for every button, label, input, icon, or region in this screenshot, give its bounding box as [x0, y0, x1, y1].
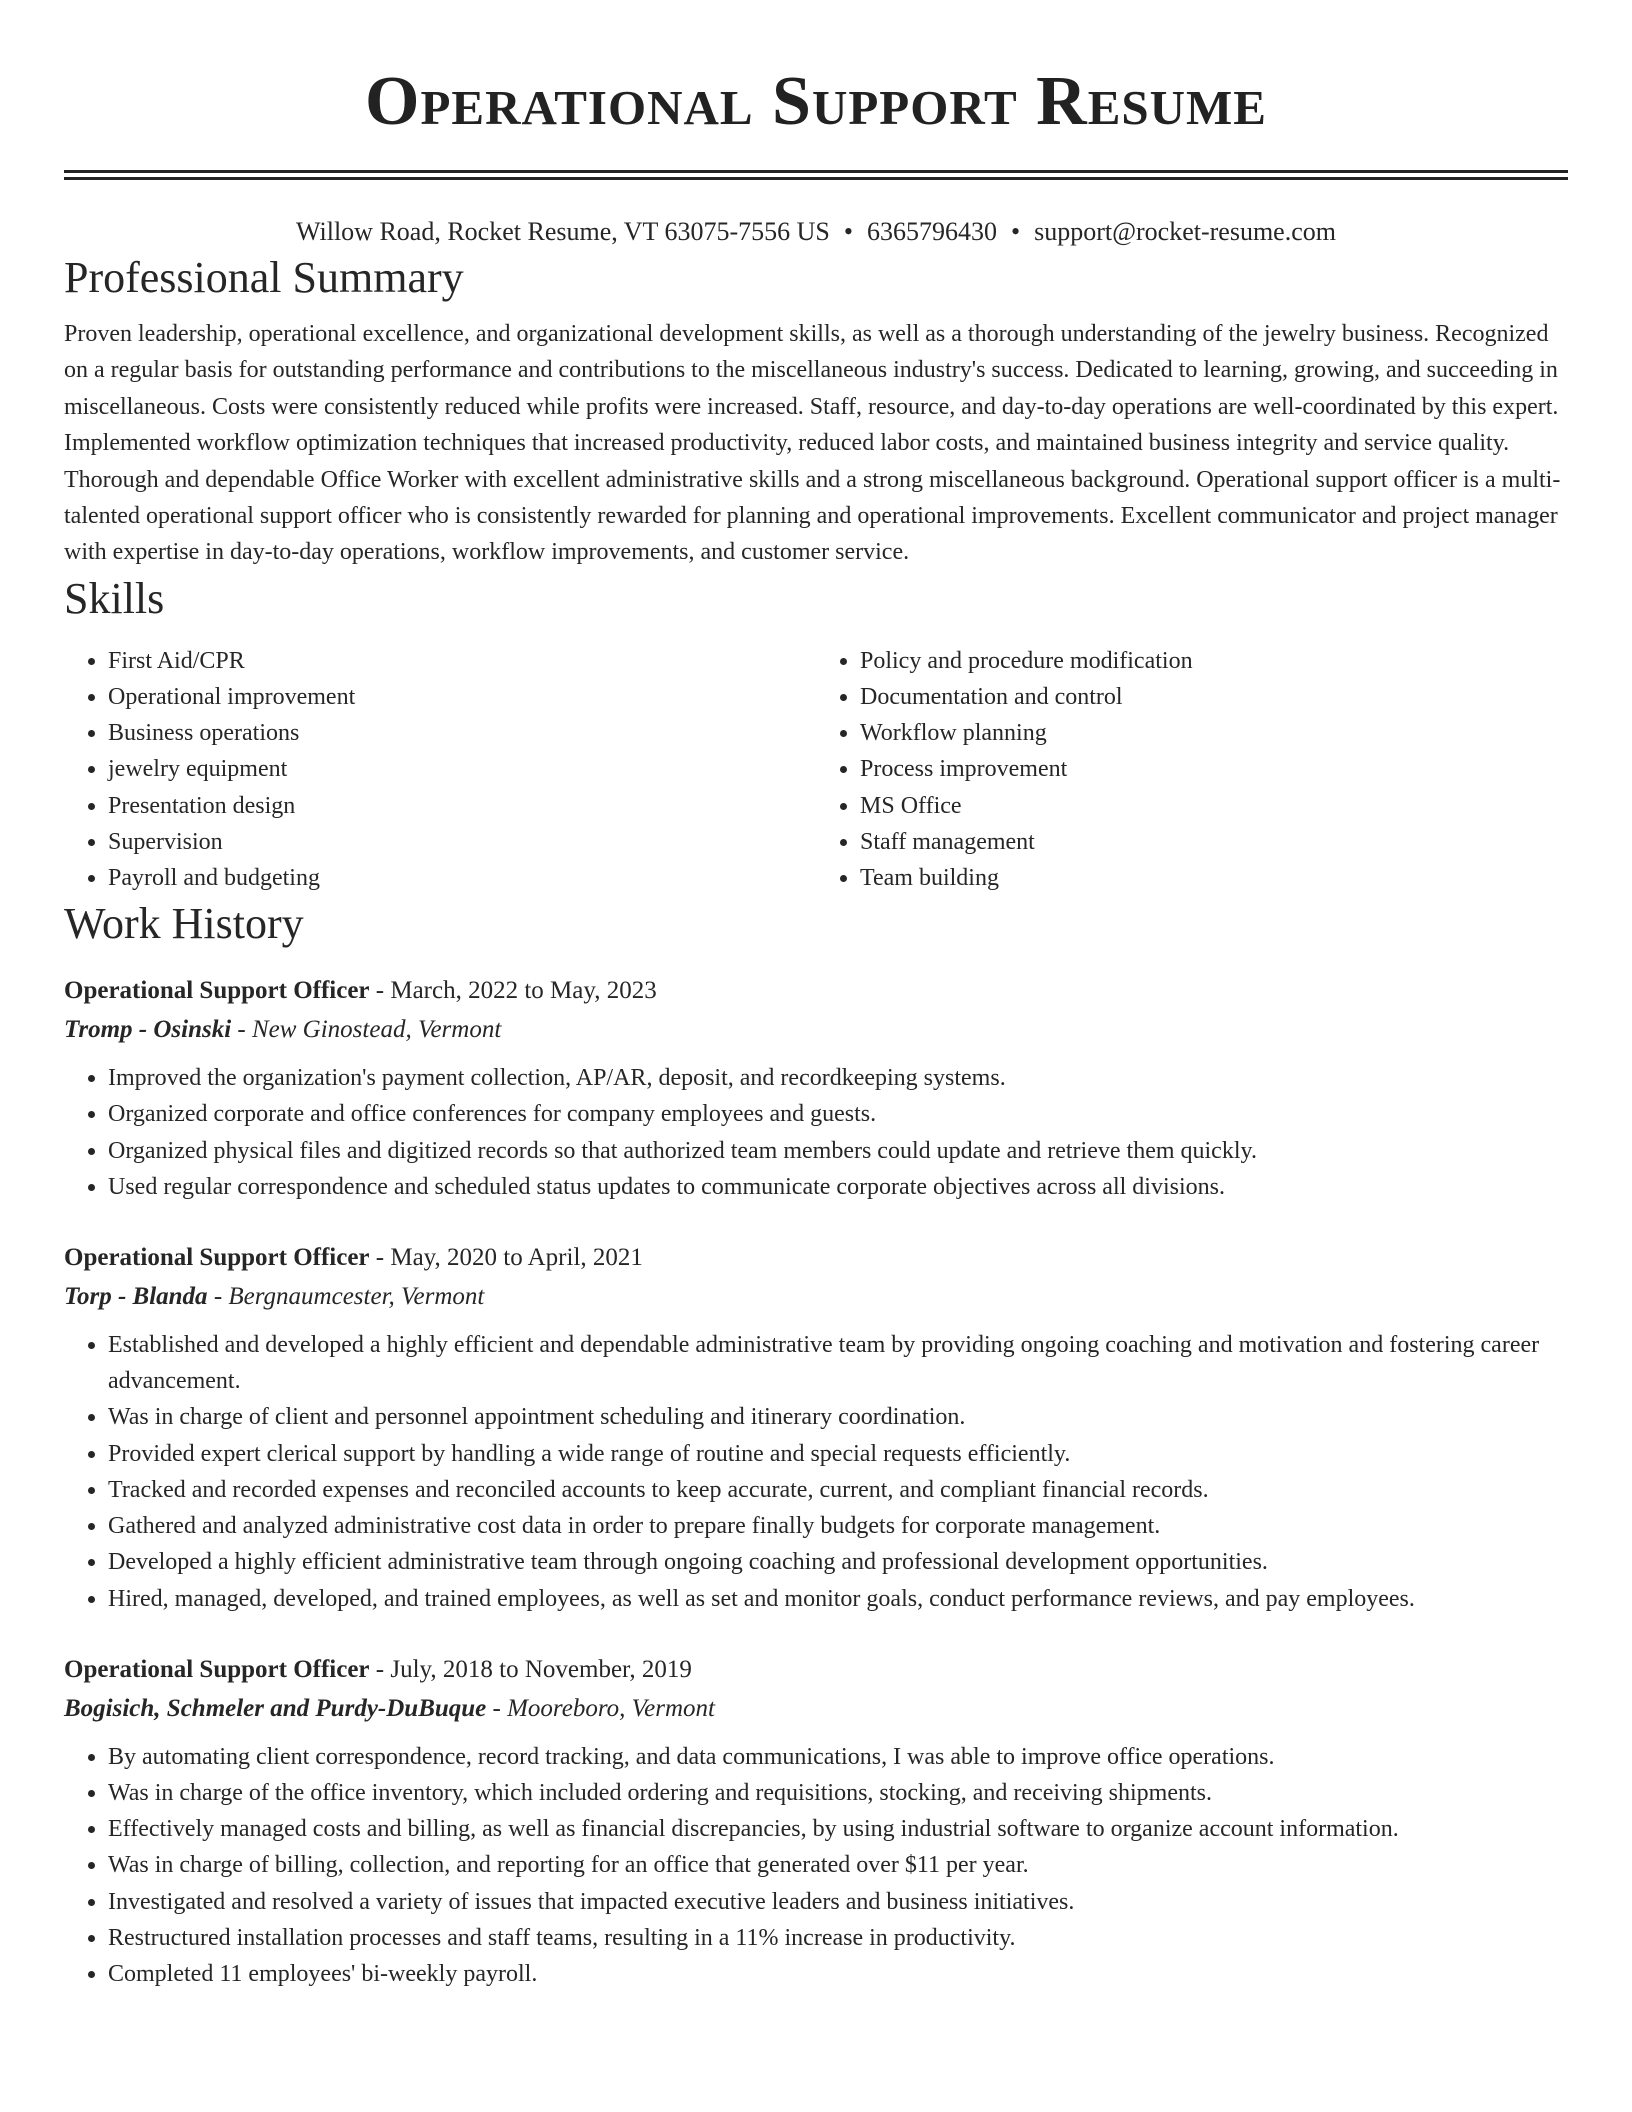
job-bullet: • Restructured installation processes and staff teams, resulting in a 11% increase in productivity.	[108, 1920, 1568, 1956]
job-bullet: • Was in charge of client and personnel appointment scheduling and itinerary coordination.	[108, 1399, 1568, 1435]
skill-item: • Operational improvement	[108, 679, 816, 715]
job-bullet: • Hired, managed, developed, and trained employees, as well as set and monitor goals, conduct performance reviews, and pay employees.	[108, 1581, 1568, 1617]
summary-heading: Professional Summary	[64, 253, 464, 302]
job-company-line	[64, 1010, 1568, 1050]
job-bullet: • Was in charge of billing, collection, and reporting for an office that generated over $11 per year.	[108, 1847, 1568, 1883]
job-title-line	[64, 1651, 1568, 1689]
work-history-heading: Work History	[64, 899, 304, 949]
skill-item: • jewelry equipment	[108, 751, 816, 787]
skills-columns	[64, 643, 1568, 896]
job-bullets	[64, 1327, 1568, 1617]
skill-item: • Team building	[860, 860, 1568, 896]
job-company-line	[64, 1689, 1568, 1729]
job-bullets	[64, 1739, 1568, 1992]
job-bullet: • Established and developed a highly efficient and dependable administrative team by providing ongoing coaching and motivation and fostering career advancement.	[108, 1327, 1568, 1399]
job-company: Torp - Blanda	[64, 1283, 208, 1311]
job-bullet: • Organized physical files and digitized records so that authorized team members could update and retrieve them quickly.	[108, 1133, 1568, 1169]
contact-address: Willow Road, Rocket Resume, VT 63075-7556 US	[296, 217, 830, 246]
job-dates: - March, 2022 to May, 2023	[369, 977, 657, 1005]
job-title: Operational Support Officer	[64, 1244, 370, 1272]
job-entry-1	[64, 972, 1568, 1205]
job-title-line	[64, 972, 1568, 1010]
job-dates: - July, 2018 to November, 2019	[369, 1655, 692, 1683]
contact-separator: •	[843, 217, 853, 246]
skill-item: • Payroll and budgeting	[108, 860, 816, 896]
job-bullet: • Developed a highly efficient administrative team through ongoing coaching and professional development opportunities.	[108, 1544, 1568, 1580]
contact-separator: •	[1010, 217, 1021, 246]
job-location: - Mooreboro, Vermont	[486, 1694, 715, 1722]
job-bullet: • By automating client correspondence, record tracking, and data communications, I was able to improve office operations.	[108, 1739, 1568, 1775]
skills-list-right	[816, 643, 1568, 896]
job-bullet: • Improved the organization's payment collection, AP/AR, deposit, and recordkeeping systems.	[108, 1060, 1568, 1096]
job-bullet: • Was in charge of the office inventory, which included ordering and requisitions, stocking, and receiving shipments.	[108, 1775, 1568, 1811]
skill-item: • Supervision	[108, 824, 816, 860]
skill-item: • Staff management	[860, 824, 1568, 860]
skill-item: • Process improvement	[860, 751, 1568, 787]
skill-item: • First Aid/CPR	[108, 643, 816, 679]
resume-title: Operational Support Resume	[365, 63, 1267, 140]
job-company: Tromp - Osinski	[64, 1016, 232, 1044]
job-bullet: • Used regular correspondence and scheduled status updates to communicate corporate objectives across all divisions.	[108, 1169, 1568, 1205]
skill-item: • Workflow planning	[860, 715, 1568, 751]
job-bullet: • Tracked and recorded expenses and reconciled accounts to keep accurate, current, and compliant financial records.	[108, 1472, 1568, 1508]
summary-text: Proven leadership, operational excellence, and organizational development skills, as well as a thorough understanding of the jewelry business. Recognized on a regular basis for outstanding performance and contributions to the miscellaneous industry's success. Dedicated to learning, growing, and succeeding in miscellaneous. Costs were consistently reduced while profits were increased. Staff, resource, and day-to-day operations are well-coordinated by this expert. Implemented workflow optimization techniques that increased productivity, reduced labor costs, and maintained business integrity and service quality. Thorough and dependable Office Worker with excellent administrative skills and a strong miscellaneous background. Operational support officer is a multi-talented operational support officer who is consistently rewarded for planning and operational improvements. Excellent communicator and project manager with expertise in day-to-day operations, workflow improvements, and customer service.	[64, 321, 1561, 566]
job-bullet: • Organized corporate and office conferences for company employees and guests.	[108, 1096, 1568, 1132]
skill-item: • Presentation design	[108, 788, 816, 824]
job-location: - Bergnaumcester, Vermont	[207, 1283, 485, 1311]
title-double-rule	[64, 170, 1568, 180]
contact-phone: 6365796430	[866, 217, 997, 246]
skills-heading: Skills	[64, 573, 165, 623]
job-entry-3	[64, 1651, 1568, 1992]
job-bullets	[64, 1060, 1568, 1205]
skills-list-left	[64, 643, 816, 896]
job-company-line	[64, 1277, 1568, 1317]
job-title-line	[64, 1239, 1568, 1277]
skill-item: • Business operations	[108, 715, 816, 751]
job-entry-2	[64, 1239, 1568, 1617]
job-dates: - May, 2020 to April, 2021	[369, 1244, 643, 1272]
job-bullet: • Investigated and resolved a variety of issues that impacted executive leaders and business initiatives.	[108, 1884, 1568, 1920]
skill-item: • Policy and procedure modification	[860, 643, 1568, 679]
job-location: - New Ginostead, Vermont	[231, 1016, 502, 1044]
job-bullet: • Completed 11 employees' bi-weekly payroll.	[108, 1956, 1568, 1992]
job-title: Operational Support Officer	[64, 977, 370, 1005]
contact-line	[64, 214, 1568, 250]
job-bullet: • Effectively managed costs and billing, as well as financial discrepancies, by using industrial software to organize account information.	[108, 1811, 1568, 1847]
skill-item: • Documentation and control	[860, 679, 1568, 715]
job-title: Operational Support Officer	[64, 1655, 370, 1683]
job-bullet: • Provided expert clerical support by handling a wide range of routine and special requests efficiently.	[108, 1436, 1568, 1472]
contact-email: support@rocket-resume.com	[1034, 217, 1336, 246]
job-company: Bogisich, Schmeler and Purdy-DuBuque	[64, 1694, 487, 1722]
job-bullet: • Gathered and analyzed administrative cost data in order to prepare finally budgets for corporate management.	[108, 1508, 1568, 1544]
skill-item: • MS Office	[860, 788, 1568, 824]
